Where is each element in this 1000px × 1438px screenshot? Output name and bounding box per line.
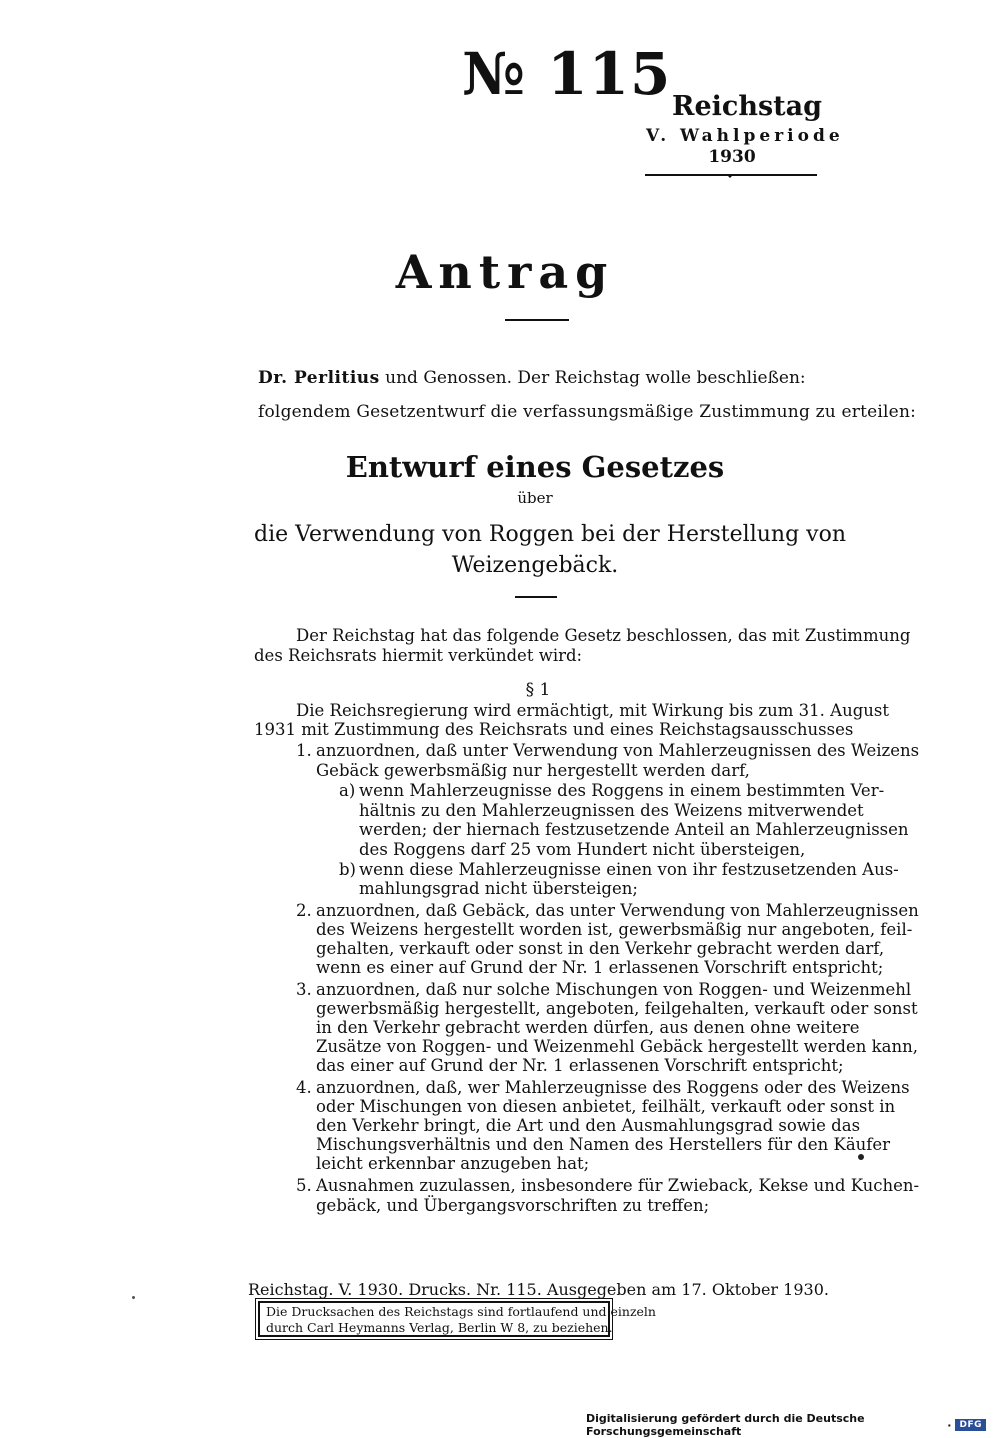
item-3-line-2: gewerbsmäßig hergestellt, angeboten, feilgehalten, verkauft oder sonst <box>316 999 918 1018</box>
parliament-name: Reichstag <box>672 91 822 122</box>
subitem-a-line-4: des Roggens darf 25 vom Hundert nicht übersteigen, <box>359 840 806 859</box>
sponsor-name: Dr. Perlitius <box>258 368 380 388</box>
subitem-b-line-2: mahlungsgrad nicht übersteigen; <box>359 879 638 898</box>
intro-line-1 <box>258 368 806 388</box>
intro-text: und Genossen. Der Reichstag wolle beschließen: <box>379 368 806 388</box>
subitem-a-line-1: wenn Mahlerzeugnisse des Roggens in einem bestimmten Ver- <box>359 781 885 800</box>
subitem-letter: b) <box>339 860 356 879</box>
law-subject-line-2: Weizengebäck. <box>451 553 619 578</box>
item-4-line-2: oder Mischungen von diesen anbietet, feilhält, verkauft oder sonst in <box>316 1097 896 1116</box>
item-4-line-3: den Verkehr bringt, die Art und den Ausmahlungsgrad sowie das <box>316 1116 861 1135</box>
rule-ornament-icon <box>726 170 734 178</box>
margin-mark <box>132 1296 135 1299</box>
item-3-line-3: in den Verkehr gebracht werden dürfen, aus denen ohne weitere <box>316 1018 860 1037</box>
subitem-a-line-3: werden; der hiernach festzusetzende Anteil an Mahlerzeugnissen <box>359 820 909 839</box>
item-2-line-4: wenn es einer auf Grund der Nr. 1 erlassenen Vorschrift entspricht; <box>316 958 884 977</box>
item-number: 4. <box>296 1078 312 1097</box>
item-3-line-1: anzuordnen, daß nur solche Mischungen von Roggen- und Weizenmehl <box>316 980 912 999</box>
item-number: 3. <box>296 980 312 999</box>
law-subject-line-1: die Verwendung von Roggen bei der Herstellung von <box>254 522 846 547</box>
distribution-notice <box>258 1301 656 1337</box>
item-number: 1. <box>296 741 312 760</box>
item-2-line-2: des Weizens hergestellt worden ist, gewerbsmäßig nur angeboten, feil- <box>316 920 913 939</box>
separator-dot: · <box>947 1418 952 1432</box>
item-1-line-2: Gebäck gewerbsmäßig nur hergestellt werden darf, <box>316 761 750 780</box>
margin-mark <box>858 1154 864 1160</box>
item-4-line-1: anzuordnen, daß, wer Mahlerzeugnisse des Roggens oder des Weizens <box>316 1078 910 1097</box>
item-number: 2. <box>296 901 312 920</box>
document-number: № 115 <box>462 40 672 108</box>
item-3-line-5: das einer auf Grund der Nr. 1 erlassenen Vorschrift entspricht; <box>316 1056 844 1075</box>
law-draft-heading: Entwurf eines Gesetzes <box>345 450 725 484</box>
subitem-letter: a) <box>339 781 356 800</box>
item-3-line-4: Zusätze von Roggen- und Weizenmehl Gebäck hergestellt werden kann, <box>316 1037 918 1056</box>
item-number: 5. <box>296 1176 312 1195</box>
law-title-divider <box>515 596 557 598</box>
legislative-period: V. Wahlperiode <box>646 126 844 146</box>
dfg-logo-icon: DFG <box>955 1419 986 1431</box>
section-line-1: Die Reichsregierung wird ermächtigt, mit Wirkung bis zum 31. August <box>296 701 889 720</box>
section-line-2: 1931 mit Zustimmung des Reichsrats und eines Reichstagsausschusses <box>254 720 854 739</box>
preamble-line-1: Der Reichstag hat das folgende Gesetz beschlossen, das mit Zustimmung <box>296 626 911 645</box>
document-title: Antrag <box>395 245 615 299</box>
item-1-line-1: anzuordnen, daß unter Verwendung von Mahlerzeugnissen des Weizens <box>316 741 920 760</box>
item-5-line-2: gebäck, und Übergangsvorschriften zu treffen; <box>316 1196 710 1215</box>
digitization-text: Digitalisierung gefördert durch die Deutsche Forschungsgemeinschaft <box>586 1412 865 1438</box>
preamble-line-2: des Reichsrats hiermit verkündet wird: <box>254 646 583 665</box>
notice-line-1: Die Drucksachen des Reichstags sind fortlaufend und einzeln <box>266 1304 656 1319</box>
print-info: Reichstag. V. 1930. Drucks. Nr. 115. Ausgegeben am 17. Oktober 1930. <box>248 1280 829 1299</box>
item-2-line-1: anzuordnen, daß Gebäck, das unter Verwendung von Mahlerzeugnissen <box>316 901 919 920</box>
subitem-a-line-2: hältnis zu den Mahlerzeugnissen des Weizens mitverwendet <box>359 801 864 820</box>
title-divider <box>505 319 569 321</box>
year: 1930 <box>708 147 756 167</box>
item-5-line-1: Ausnahmen zuzulassen, insbesondere für Zwieback, Kekse und Kuchen- <box>316 1176 920 1195</box>
notice-line-2: durch Carl Heymanns Verlag, Berlin W 8, zu beziehen. <box>266 1320 613 1335</box>
subitem-b-line-1: wenn diese Mahlerzeugnisse einen von ihr festzusetzenden Aus- <box>359 860 899 879</box>
item-4-line-5: leicht erkennbar anzugeben hat; <box>316 1154 590 1173</box>
item-2-line-3: gehalten, verkauft oder sonst in den Verkehr gebracht werden darf, <box>316 939 885 958</box>
item-4-line-4: Mischungsverhältnis und den Namen des Herstellers für den Käufer <box>316 1135 891 1154</box>
section-label: § 1 <box>525 680 551 700</box>
digitization-credit <box>586 1412 986 1438</box>
law-title-over: über <box>517 489 553 507</box>
intro-line-2: folgendem Gesetzentwurf die verfassungsmäßige Zustimmung zu erteilen: <box>258 402 917 422</box>
